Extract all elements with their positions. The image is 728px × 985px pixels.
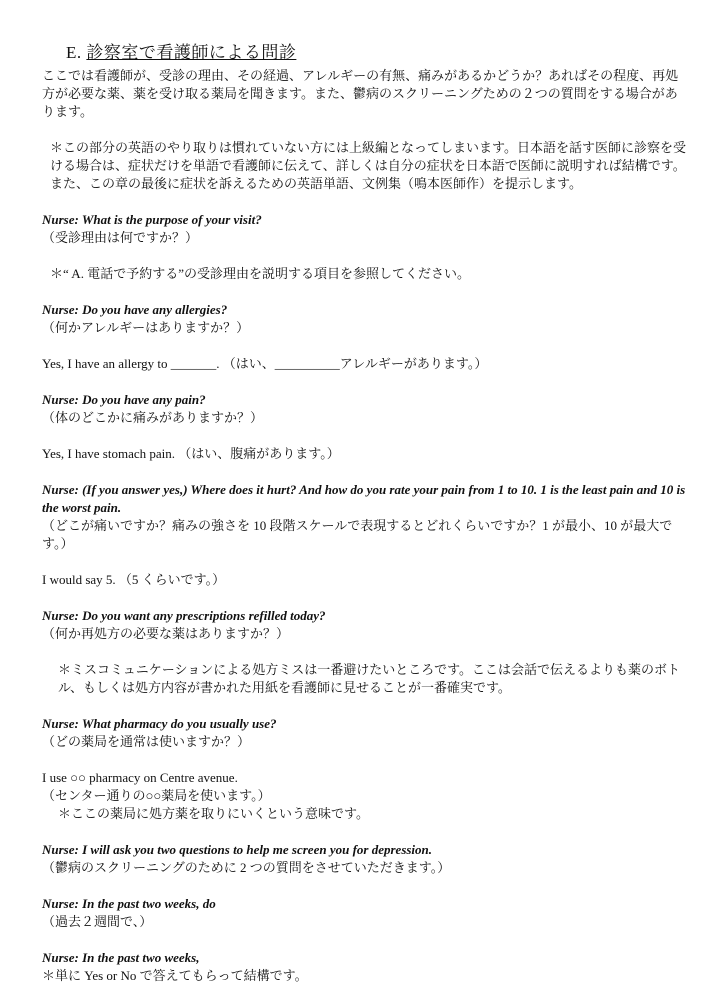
japanese-translation: （どの薬局を通常は使いますか？）	[42, 734, 251, 749]
nurse-question: Nurse: In the past two weeks, do	[42, 896, 216, 911]
nurse-question: Nurse: In the past two weeks,	[42, 950, 200, 965]
nurse-question: Nurse: (If you answer yes,) Where does it hurt? And how do you rate your pain from 1 to 10. 1 is the least pain and 10 is the worst pain.	[42, 482, 686, 515]
patient-answer: I would say 5. （5 くらいです。）	[42, 572, 226, 587]
patient-answer: Yes, I have an allergy to _______. （はい、__________アレルギーがあります。）	[42, 356, 488, 371]
section-heading	[66, 38, 686, 63]
nurse-question: Nurse: Do you have any allergies?	[42, 302, 228, 317]
nurse-question: Nurse: What pharmacy do you usually use?	[42, 716, 277, 731]
nurse-question: Nurse: Do you want any prescriptions refilled today?	[42, 608, 326, 623]
japanese-translation: （鬱病のスクリーニングのために 2 つの質問をさせていただきます。）	[42, 860, 451, 875]
note-text: ＊ここの薬局に処方薬を取りにいくという意味です。	[58, 806, 369, 821]
nurse-question: Nurse: Do you have any pain?	[42, 392, 206, 407]
patient-answer: Yes, I have stomach pain. （はい、腹痛があります。）	[42, 446, 340, 461]
japanese-translation: （センター通りの○○薬局を使います。）	[42, 788, 271, 803]
note-text: ＊ミスコミュニケーションによる処方ミスは一番避けたいところです。ここは会話で伝えるよりも薬のボトル、もしくは処方内容が書かれた用紙を看護師に見せることが一番確実です。	[58, 662, 681, 695]
japanese-translation: （何か再処方の必要な薬はありますか？）	[42, 626, 290, 641]
section-letter: E.	[66, 43, 82, 62]
section-title: 診察室で看護師による問診	[86, 43, 297, 62]
nurse-question: Nurse: I will ask you two questions to help me screen you for depression.	[42, 842, 433, 857]
note-text: ＊“ A. 電話で予約する”の受診理由を説明する項目を参照してください。	[50, 266, 470, 281]
nurse-question: Nurse: What is the purpose of your visit?	[42, 212, 262, 227]
intro-note: ＊この部分の英語のやり取りは慣れていない方には上級編となってしまいます。日本語を話す医師に診察を受ける場合は、症状だけを単語で看護師に伝えて、詳しくは自分の症状を日本語で医師に説明すれば結構です。また、この章の最後に症状を訴えるための英語単語、文例集（鳴本医師作）を提示します。	[50, 140, 686, 191]
intro-paragraph: ここでは看護師が、受診の理由、その経過、アレルギーの有無、痛みがあるかどうか？あればその程度、再処方が必要な薬、薬を受け取る薬局を聞きます。また、鬱病のスクリーニングための２つの質問をする場合があります。	[42, 68, 679, 119]
japanese-translation: （何かアレルギーはありますか？）	[42, 320, 250, 335]
japanese-translation: （受診理由は何ですか？）	[42, 230, 199, 245]
note-text: ＊単に Yes or No で答えてもらって結構です。	[42, 968, 308, 983]
patient-answer: I use ○○ pharmacy on Centre avenue.	[42, 770, 238, 785]
japanese-translation: （過去２週間で、）	[42, 914, 153, 929]
japanese-translation: （どこが痛いですか？痛みの強さを 10 段階スケールで表現するとどれくらいですか？1 が最小、10 が最大です。）	[42, 518, 673, 551]
japanese-translation: （体のどこかに痛みがありますか？）	[42, 410, 264, 425]
